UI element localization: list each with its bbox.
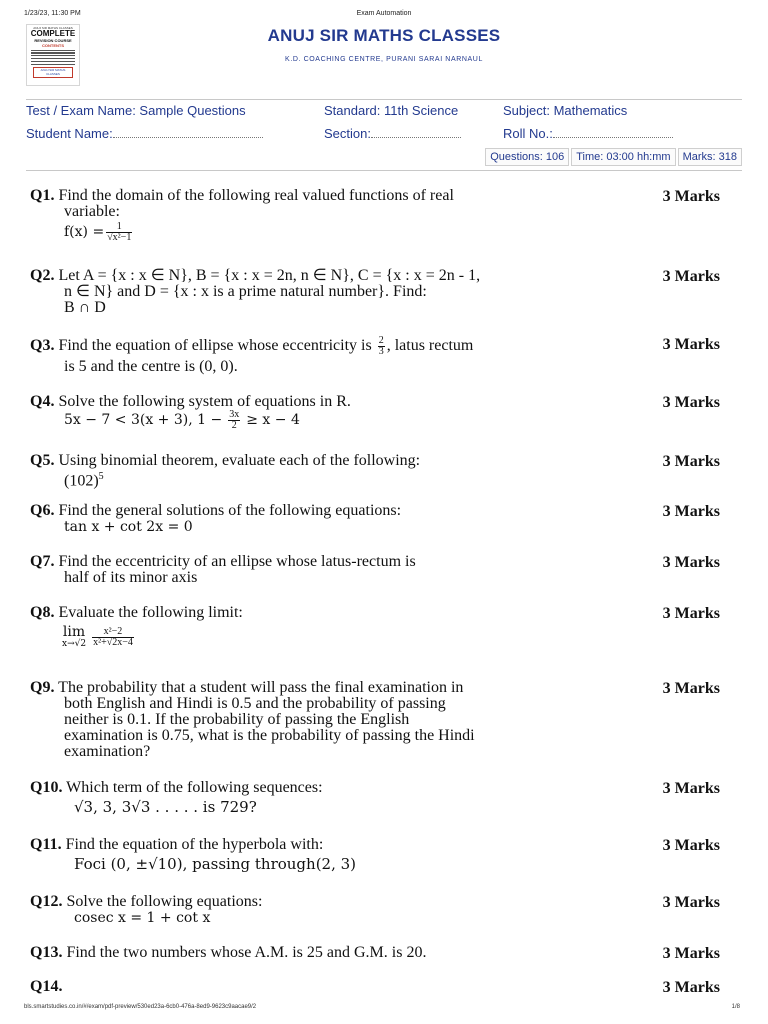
math-expression: f(x) = bbox=[64, 224, 105, 241]
logo-badge: ANUJ SIR MATHS CLASSES bbox=[33, 67, 73, 78]
question-10-marks: 3 Marks bbox=[662, 780, 720, 797]
question-number: Q4. bbox=[30, 393, 55, 410]
question-13-marks: 3 Marks bbox=[662, 945, 720, 962]
question-text: variable: bbox=[64, 203, 120, 220]
math-expression: cosec x = 1 + cot x bbox=[74, 910, 211, 926]
fraction-denominator: 2 bbox=[231, 420, 237, 431]
logo-sub-text: REVISION COURSE bbox=[34, 38, 72, 43]
section-label: Section: bbox=[324, 126, 371, 141]
institute-name: ANUJ SIR MATHS CLASSES bbox=[267, 26, 501, 45]
print-timestamp: 1/23/23, 11:30 PM bbox=[24, 10, 81, 17]
question-9 bbox=[30, 680, 570, 760]
question-number: Q13. bbox=[30, 944, 63, 961]
question-number: Q12. bbox=[30, 893, 63, 910]
question-text: examination is 0.75, what is the probability of passing the Hindi bbox=[64, 727, 475, 744]
time-limit: Time: 03:00 hh:mm bbox=[571, 148, 675, 166]
question-4-marks: 3 Marks bbox=[662, 394, 720, 411]
question-5 bbox=[30, 453, 570, 489]
question-math bbox=[30, 222, 570, 243]
question-14 bbox=[30, 979, 570, 995]
math-expression: tan x + cot 2x = 0 bbox=[64, 519, 193, 535]
question-4 bbox=[30, 394, 570, 431]
question-text: Let A = {x : x ∈ N}, B = {x : x = 2n, n ∈ N}, C = {x : x = 2n - 1, bbox=[58, 267, 481, 284]
question-text: Using binomial theorem, evaluate each of the following: bbox=[58, 452, 421, 469]
print-page-title: Exam Automation bbox=[356, 10, 412, 17]
question-math bbox=[30, 410, 570, 431]
subject: Subject: Mathematics bbox=[503, 103, 628, 118]
question-10 bbox=[30, 780, 570, 815]
test-name: Test / Exam Name: Sample Questions bbox=[26, 103, 246, 118]
question-number: Q5. bbox=[30, 452, 55, 469]
question-text: , latus rectum bbox=[386, 337, 474, 355]
question-3 bbox=[30, 336, 570, 375]
roll-no-field bbox=[503, 126, 673, 141]
info-divider bbox=[26, 170, 742, 171]
fraction-numerator: x²−2 bbox=[92, 627, 134, 638]
header-divider bbox=[26, 99, 742, 100]
question-14-marks: 3 Marks bbox=[662, 979, 720, 996]
question-9-marks: 3 Marks bbox=[662, 680, 720, 697]
question-number: Q7. bbox=[30, 553, 55, 570]
print-page-number: 1/8 bbox=[731, 1004, 740, 1010]
question-text: Solve the following equations: bbox=[66, 893, 263, 910]
limit-symbol: lim bbox=[62, 624, 86, 640]
total-marks: Marks: 318 bbox=[678, 148, 742, 166]
student-name-label: Student Name: bbox=[26, 126, 113, 141]
math-exponent: 5 bbox=[98, 471, 104, 482]
math-expression: ≥ x − 4 bbox=[246, 412, 300, 429]
section-blank bbox=[371, 127, 461, 138]
question-number: Q8. bbox=[30, 604, 55, 621]
question-7 bbox=[30, 554, 570, 586]
print-url: bls.smartstudies.co.in/#/exam/pdf-preview/530ed23a-6cb0-476a-8ed9-9623c9aacae9/2 bbox=[24, 1004, 257, 1010]
question-text: Evaluate the following limit: bbox=[58, 604, 243, 621]
question-11-marks: 3 Marks bbox=[662, 837, 720, 854]
standard: Standard: 11th Science bbox=[324, 103, 459, 118]
question-text: both English and Hindi is 0.5 and the probability of passing bbox=[64, 695, 446, 712]
question-11 bbox=[30, 837, 570, 872]
question-text: Which term of the following sequences: bbox=[66, 779, 323, 796]
question-math bbox=[30, 469, 570, 489]
question-3-marks: 3 Marks bbox=[662, 336, 720, 353]
limit-operator bbox=[62, 625, 86, 649]
question-number: Q1. bbox=[30, 187, 55, 204]
limit-subscript: x→√2 bbox=[62, 639, 87, 649]
fraction-numerator: 2 bbox=[378, 335, 384, 346]
question-text: Find the eccentricity of an ellipse whose latus-rectum is bbox=[58, 553, 416, 570]
logo-top-text: ANUJ SIR MATHS CLASSES bbox=[33, 26, 73, 30]
question-text: is 5 and the centre is (0, 0). bbox=[64, 358, 238, 375]
question-text: Find the two numbers whose A.M. is 25 and G.M. is 20. bbox=[66, 944, 427, 961]
student-name-blank bbox=[113, 127, 263, 138]
question-count: Questions: 106 bbox=[485, 148, 569, 166]
question-number: Q6. bbox=[30, 502, 55, 519]
question-6-marks: 3 Marks bbox=[662, 503, 720, 520]
question-text: examination? bbox=[64, 743, 151, 760]
question-text: Find the general solutions of the following equations: bbox=[58, 502, 402, 519]
math-fraction bbox=[106, 222, 132, 243]
question-1 bbox=[30, 188, 570, 243]
question-text: B ∩ D bbox=[64, 299, 106, 316]
question-text: The probability that a student will pass the final examination in bbox=[58, 679, 464, 696]
section-field bbox=[324, 126, 461, 141]
math-expression: √3, 3, 3√3 . . . . . is 729? bbox=[74, 798, 257, 816]
exam-stats bbox=[483, 148, 742, 166]
question-number: Q9. bbox=[30, 679, 55, 696]
math-expression: Foci (0, ±√10), passing through(2, 3) bbox=[74, 855, 357, 873]
fraction-numerator: 1 bbox=[106, 222, 132, 233]
question-2-marks: 3 Marks bbox=[662, 268, 720, 285]
question-number: Q10. bbox=[30, 779, 63, 796]
question-text: Find the domain of the following real valued functions of real bbox=[58, 187, 454, 204]
math-expression: (102) bbox=[64, 472, 99, 490]
fraction-numerator: 3x bbox=[229, 409, 240, 420]
fraction-denominator: √x²−1 bbox=[107, 232, 132, 243]
question-number: Q2. bbox=[30, 267, 55, 284]
student-name-field bbox=[26, 126, 263, 141]
math-fraction bbox=[92, 627, 134, 648]
question-number: Q11. bbox=[30, 836, 62, 853]
question-math bbox=[30, 625, 570, 649]
question-number: Q3. bbox=[30, 337, 55, 355]
question-number: Q14. bbox=[30, 978, 63, 995]
roll-no-blank bbox=[553, 127, 673, 138]
question-13 bbox=[30, 945, 570, 961]
question-5-marks: 3 Marks bbox=[662, 453, 720, 470]
question-12-marks: 3 Marks bbox=[662, 894, 720, 911]
logo-big-text: COMPLETE bbox=[30, 29, 76, 38]
fraction-denominator: x²+√2x−4 bbox=[93, 636, 133, 648]
roll-no-label: Roll No.: bbox=[503, 126, 553, 141]
question-1-marks: 3 Marks bbox=[662, 188, 720, 205]
math-fraction bbox=[378, 336, 385, 357]
question-12 bbox=[30, 894, 570, 926]
institute-address: K.D. COACHING CENTRE, PURANI SARAI NARNAUL bbox=[285, 56, 483, 63]
question-text: n ∈ N} and D = {x : x is a prime natural number}. Find: bbox=[64, 283, 427, 300]
question-text: Solve the following system of equations in R. bbox=[58, 393, 351, 410]
fraction-denominator: 3 bbox=[378, 346, 384, 357]
question-text: neither is 0.1. If the probability of passing the English bbox=[64, 711, 410, 728]
question-8-marks: 3 Marks bbox=[662, 605, 720, 622]
math-fraction bbox=[228, 410, 240, 431]
question-2 bbox=[30, 268, 570, 316]
question-8 bbox=[30, 605, 570, 649]
question-text: Find the equation of the hyperbola with: bbox=[65, 836, 324, 853]
question-7-marks: 3 Marks bbox=[662, 554, 720, 571]
math-expression: 5x − 7 < 3(x + 3), 1 − bbox=[64, 412, 223, 429]
question-text: Find the equation of ellipse whose eccentricity is bbox=[58, 337, 372, 355]
question-6 bbox=[30, 503, 570, 535]
question-text: half of its minor axis bbox=[64, 569, 198, 586]
logo-contents-text: CONTENTS bbox=[42, 43, 64, 48]
